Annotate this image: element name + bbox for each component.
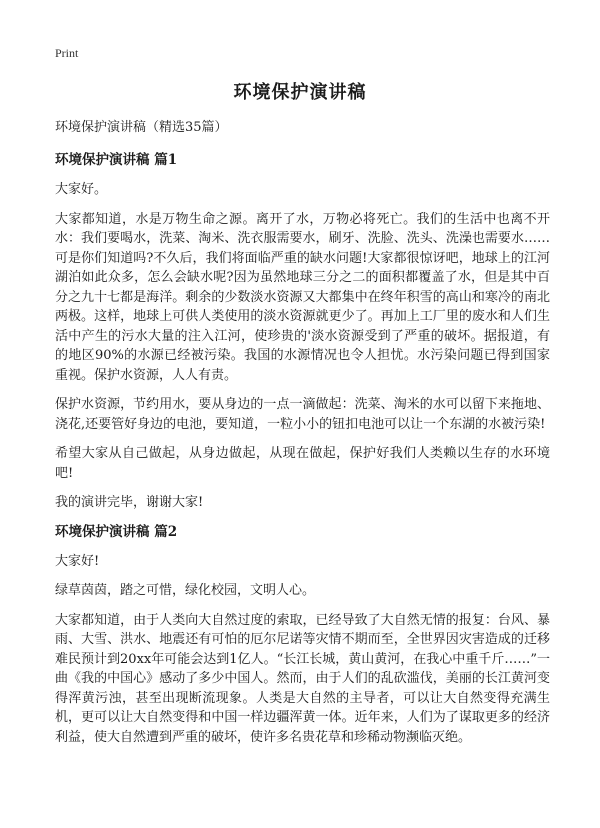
paragraph: 大家好! bbox=[55, 553, 100, 569]
section-heading-2: 环境保护演讲稿 篇2 bbox=[55, 523, 178, 540]
paragraph: 大家都知道，由于人类向大自然过度的索取，已经导致了大自然无情的报复：台风、暴雨、大雪、洪水、地震还有可怕的厄尔尼诺等灾情不期而至，全世界因灾害造成的迁移难民预计到20xx年可能会达到1亿人。“长江长城，黄山黄河，在我心中重千斤……”一曲《我的中国心》感动了多少中国人。然而，由于人们的乱砍滥伐，美丽的长江黄河变得浑黄污浊，甚至出现断流现象。人类是大自然的主导者，可以让大自然变得充满生机，更可以让大自然变得和中国一样边疆浑黄一体。近年来，人们为了谋取更多的经济利益，使大自然遭到严重的破坏，使许多名贵花草和珍稀动物濒临灭绝。 bbox=[55, 612, 550, 745]
paragraph: 大家都知道，水是万物生命之源。离开了水，万物必将死亡。我们的生活中也离不开水：我们要喝水，洗菜、淘米、洗衣服需要水，刷牙、洗脸、洗头、洗澡也需要水……可是你们知道吗?不久后，我们将面临严重的缺水问题!大家都很惊讶吧，地球上的江河湖泊如此众多，怎么会缺水呢?因为虽然地球三分之二的面积都覆盖了水，但是其中百分之九十七都是海洋。剩余的少数淡水资源又大都集中在终年积雪的高山和寒冷的南北两极。这样，地球上可供人类使用的淡水资源就更少了。再加上工厂里的废水和人们生活中产生的污水大量的注入江河，使珍贵的'淡水资源受到了严重的破坏。据报道，有的地区90%的水源已经被污染。我国的水源情况也令人担忧。水污染问题已得到国家重视。保护水资源，人人有责。 bbox=[55, 211, 550, 383]
paragraph: 希望大家从自己做起，从身边做起，从现在做起，保护好我们人类赖以生存的水环境吧! bbox=[55, 446, 550, 481]
paragraph: 大家好。 bbox=[55, 182, 108, 197]
paragraph: 保护水资源，节约用水，要从身边的一点一滴做起：洗菜、淘米的水可以留下来拖地、浇花,还要管好身边的电池，要知道，一粒小小的钮扣电池可以让一个东湖的水被污染! bbox=[55, 397, 550, 432]
document-body bbox=[55, 118, 550, 757]
document-subtitle: 环境保护演讲稿（精选35篇） bbox=[55, 120, 228, 135]
section-heading-1: 环境保护演讲稿 篇1 bbox=[55, 152, 178, 168]
paragraph: 绿草茵茵，踏之可惜，绿化校园，文明人心。 bbox=[55, 583, 316, 598]
print-label: Print bbox=[55, 46, 79, 60]
page-title: 环境保护演讲稿 bbox=[233, 82, 367, 103]
paragraph: 我的演讲完毕，谢谢大家! bbox=[55, 495, 204, 510]
